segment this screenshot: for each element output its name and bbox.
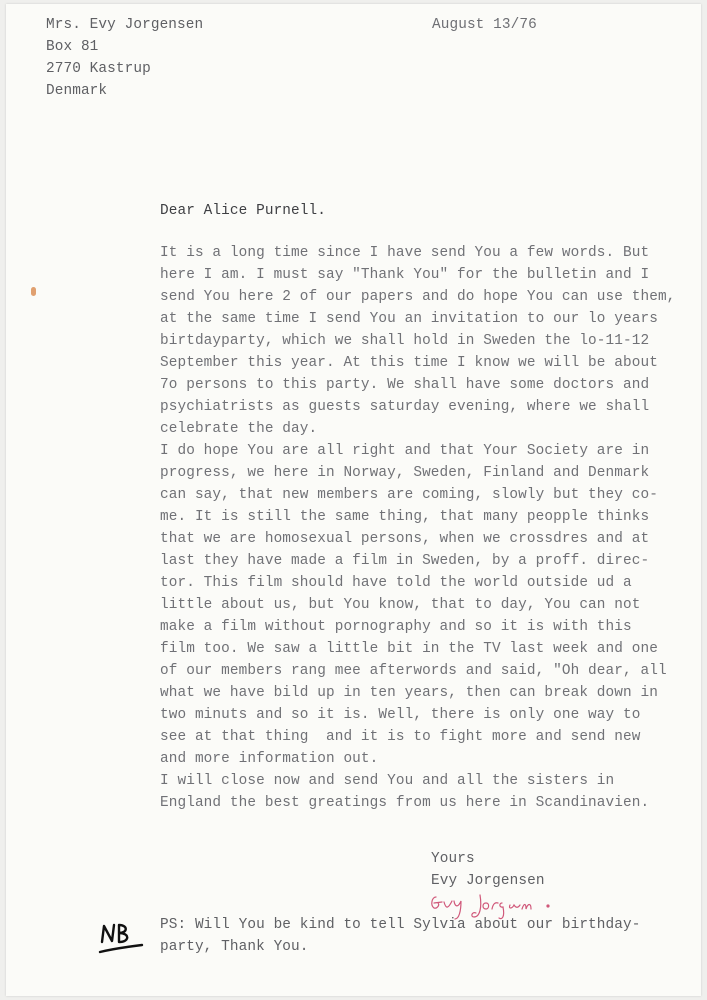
body-line: see at that thing and it is to fight more and send new [160,729,641,745]
body-line: what we have bild up in ten years, then can break down in [160,685,658,701]
body-line: 7o persons to this party. We shall have some doctors and [160,377,650,393]
body-line: send You here 2 of our papers and do hope You can use them, [160,289,676,305]
sender-city: 2770 Kastrup [46,61,151,77]
body-line: little about us, but You know, that to day, You can not [160,597,641,613]
body-line: me. It is still the same thing, that many peopple thinks [160,509,650,525]
body-line: make a film without pornography and so it is with this [160,619,632,635]
closing: Yours [431,851,475,867]
body-line: psychiatrists as guests saturday evening, where we shall [160,399,650,415]
body-line: here I am. I must say "Thank You" for the bulletin and I [160,267,650,283]
body-line: September this year. At this time I know we will be about [160,355,658,371]
body-line: and more information out. [160,751,379,767]
body-line: celebrate the day. [160,421,318,437]
body-line: It is a long time since I have send You a few words. But [160,245,650,261]
body-line: last they have made a film in Sweden, by a proff. direc- [160,553,650,569]
body-line: can say, that new members are coming, slowly but they co- [160,487,658,503]
body-line: at the same time I send You an invitation to our lo years [160,311,658,327]
body-line: progress, we here in Norway, Sweden, Finland and Denmark [160,465,650,481]
letter-page [6,4,701,996]
body-line: film too. We saw a little bit in the TV last week and one [160,641,658,657]
ps-line: party, Thank You. [160,939,309,955]
greeting: Dear Alice Purnell. [160,203,326,219]
handwritten-nb-note [98,916,148,960]
closing-name: Evy Jorgensen [431,873,545,889]
sender-country: Denmark [46,83,108,99]
paper-stain [31,287,36,296]
body-line: birtdayparty, which we shall hold in Sweden the lo-11-12 [160,333,650,349]
sender-name: Mrs. Evy Jorgensen [46,17,204,33]
sender-box: Box 81 [46,39,99,55]
body-line: two minuts and so it is. Well, there is only one way to [160,707,641,723]
body-line: tor. This film should have told the world outside ud a [160,575,632,591]
body-line: of our members rang mee afterwords and said, "Oh dear, all [160,663,667,679]
body-line: I do hope You are all right and that Your Society are in [160,443,650,459]
letter-date: August 13/76 [432,17,537,33]
body-line: I will close now and send You and all the sisters in [160,773,615,789]
ps-line: PS: Will You be kind to tell Sylvia about our birthday- [160,917,641,933]
body-line: England the best greatings from us here in Scandinavien. [160,795,650,811]
body-line: that we are homosexual persons, when we crossdres and at [160,531,650,547]
